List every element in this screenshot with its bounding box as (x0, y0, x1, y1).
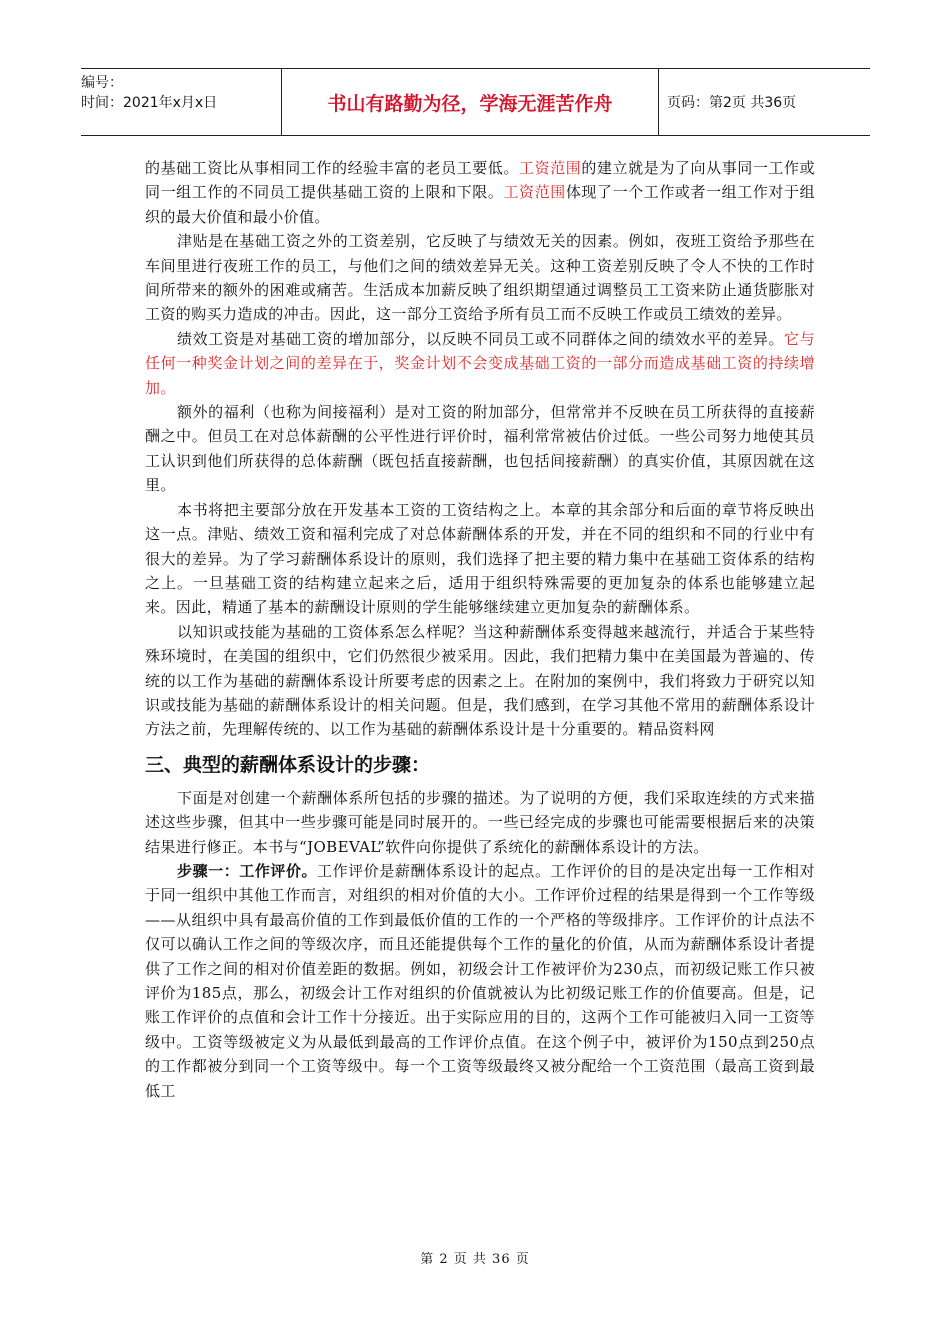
paragraph-1 (145, 156, 815, 229)
page-footer: 第 2 页 共 36 页 (420, 1252, 530, 1267)
text-span: 的基础工资比从事相同工作的经验丰富的老员工要低。 (145, 159, 520, 177)
highlight-text: 工资范围 (519, 159, 582, 177)
highlight-text: 它与任何一种奖金计划之间的差异在于，奖金计划不会变成基础工资的一部分而造成基础工资的持续增加。 (145, 329, 815, 397)
text-span: 工作评价是薪酬体系设计的起点。工作评价的目的是决定出每一工作相对于同一组织中其他工作而言，对组织的相对价值的大小。工作评价过程的结果是得到一个工作等级——从组织中具有最高价值的工作到最低价值的工作的一个严格的等级排序。工作评价的计点法不仅可以确认工作之间的等级次序，而且还能提供每个工作的量化的价值，从而为薪酬体系设计者提供了工作之间的相对价值差距的数据。例如，初级会计工作被评价为230点，而初级记账工作只被评价为185点，那么，初级会计工作对组织的价值就被认为比初级记账工作的价值要高。但是，记账工作评价的点值和会计工作十分接近。出于实际应用的目的，这两个工作可能被归入同一工资等级中。工资等级被定义为从最低到最高的工作评价点值。在这个例子中，被评价为150点到250点的工作都被分到同一个工资等级中。每一个工资等级最终又被分配给一个工资范围（最高工资到最低工 (145, 861, 815, 1100)
text-span: 绩效工资是对基础工资的增加部分，以反映不同员工或不同群体之间的绩效水平的差异。 (177, 329, 785, 348)
step-label: 步骤一：工作评价。 (177, 861, 318, 880)
document-body (145, 156, 815, 1103)
paragraph-4: 额外的福利（也称为间接福利）是对工资的附加部分，但常常并不反映在员工所获得的直接薪酬之中。但员工在对总体薪酬的公平性进行评价时，福利常常被估价过低。一些公司努力地使其员工认识到他们所获得的总体薪酬（既包括直接薪酬，也包括间接薪酬）的真实价值，其原因就在这里。 (145, 403, 815, 495)
paragraph-2: 津贴是在基础工资之外的工资差别，它反映了与绩效无关的因素。例如，夜班工资给予那些在车间里进行夜班工作的员工，与他们之间的绩效差异无关。这种工资差别反映了令人不快的工作时间所带来的额外的困难或痛苦。生活成本加薪反映了组织期望通过调整员工工资来防止通货膨胀对工资的购买力造成的冲击。因此，这一部分工资给予所有员工而不反映工作或员工绩效的差异。 (145, 232, 815, 324)
text-span: 体现了一个工作或者一组工作对于组织的最大价值和最小价值。 (145, 183, 815, 226)
paragraph-step-1 (145, 859, 815, 1103)
page-header (81, 68, 870, 136)
highlight-text: 工资范围 (503, 183, 566, 202)
paragraph-3 (145, 327, 815, 400)
paragraph-5: 本书将把主要部分放在开发基本工资的工资结构之上。本章的其余部分和后面的章节将反映出这一点。津贴、绩效工资和福利完成了对总体薪酬体系的开发，并在不同的组织和不同的行业中有很大的差异。为了学习薪酬体系设计的原则，我们选择了把主要的精力集中在基础工资体系的结构之上。一旦基础工资的结构建立起来之后，适用于组织特殊需要的更加复杂的体系也能够建立起来。因此，精通了基本的薪酬设计原则的学生能够继续建立更加复杂的薪酬体系。 (145, 500, 815, 617)
paragraph-7: 下面是对创建一个薪酬体系所包括的步骤的描述。为了说明的方便，我们采取连续的方式来描述这些步骤，但其中一些步骤可能是同时展开的。一些已经完成的步骤也可能需要根据后来的决策结果进行修正。本书与“JOBEVAL”软件向你提供了系统化的薪酬体系设计的方法。 (145, 788, 815, 856)
header-left-cell (81, 69, 281, 139)
document-number-label: 编号： (81, 75, 123, 91)
text-span: 的建立就是为了向从事同一工作或同一组工作的不同员工提供基础工资的上限和下限。 (145, 159, 815, 202)
paragraph-6: 以知识或技能为基础的工资体系怎么样呢？当这种薪酬体系变得越来越流行，并适合于某些特殊环境时，在美国的组织中，它们仍然很少被采用。因此，我们把精力集中在美国最为普遍的、传统的以工作为基础的薪酬体系设计所要考虑的因素之上。在附加的案例中，我们将致力于研究以知识或技能为基础的薪酬体系设计的相关问题。但是，我们感到，在学习其他不常用的薪酬体系设计方法之前，先理解传统的、以工作为基础的薪酬体系设计是十分重要的。精品资料网 (145, 622, 815, 739)
header-motto-cell (281, 69, 659, 135)
section-heading: 三、典型的薪酬体系设计的步骤： (145, 753, 431, 776)
document-date-label: 时间：2021年x月x日 (81, 95, 218, 111)
header-page-info: 页码：第2页 共36页 (667, 95, 797, 111)
header-motto: 书山有路勤为径，学海无涯苦作舟 (327, 92, 613, 115)
